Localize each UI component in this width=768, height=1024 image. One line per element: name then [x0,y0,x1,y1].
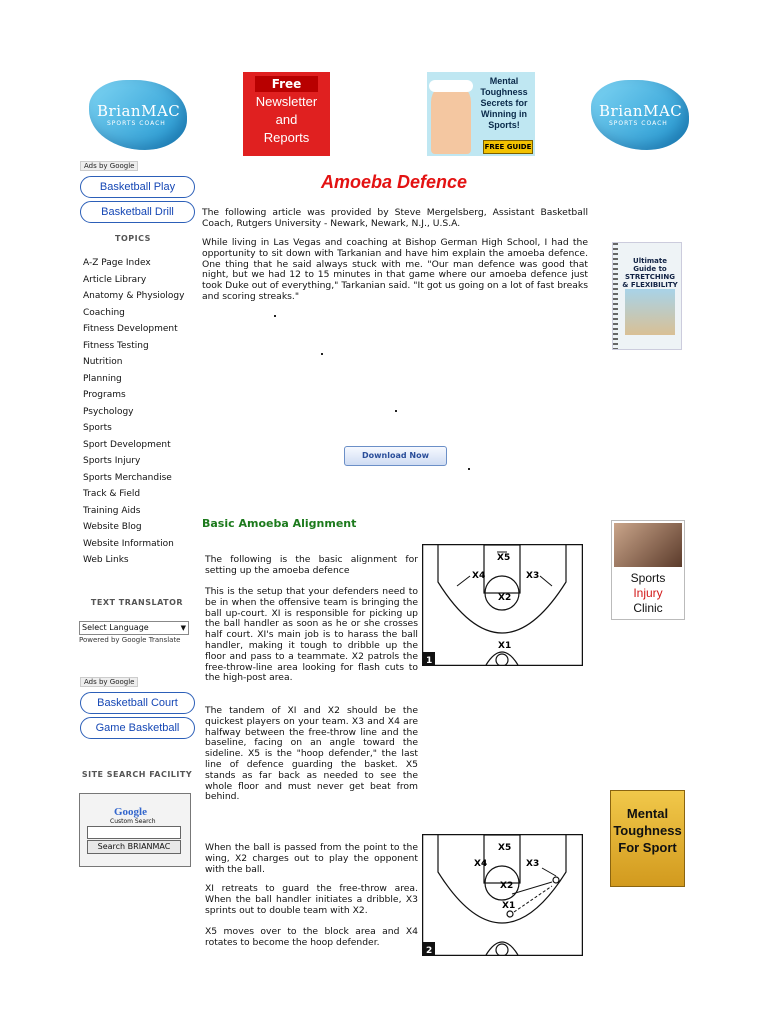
topic-link[interactable]: Fitness Development [83,324,178,334]
free-label: Free [255,76,318,92]
athlete-image [431,82,471,154]
book-cover-image [625,289,675,335]
topics-list [83,255,184,569]
google-logo: Google [114,806,147,818]
page-title: Amoeba Defence [320,172,468,192]
stretching-book-ad[interactable]: Ultimate Guide to STRETCHING & FLEXIBILITY [612,242,682,350]
topic-link[interactable]: Website Information [83,538,174,549]
topic-link[interactable]: Sports [83,423,112,433]
topic-link[interactable]: Planning [83,373,122,384]
label-x2: X2 [498,593,512,603]
chevron-down-icon: ▼ [180,624,186,632]
label-x1: X1 [502,901,516,911]
rotation-paragraph-2: XI retreats to guard the free-throw area. When the ball handler initiates a dribble, X3 sprints out to double team with X2. [205,883,418,916]
label-x5: X5 [497,553,511,563]
topic-link[interactable]: Sports Merchandise [83,472,172,483]
court-diagram-1 [422,544,583,666]
label-x3: X3 [526,859,540,869]
diagram-number: 2 [426,946,433,956]
site-search-heading: SITE SEARCH FACILITY [81,770,193,779]
free-guide-badge: FREE GUIDE [483,140,533,154]
sports-injury-clinic-ad[interactable]: Sports Injury Clinic [611,520,685,620]
topic-link[interactable]: Track & Field [83,489,141,499]
newsletter-ad[interactable]: Free Newsletter and Reports [243,72,330,156]
article-intro: The following article was provided by Steve Mergelsberg, Assistant Basketball Coach, Rutgers University - Newark, Newark, N.J., U.S.A. [202,207,588,229]
topic-link[interactable]: A-Z Page Index [83,258,151,268]
language-select[interactable]: Select Language ▼ [79,621,189,635]
ad-link-basketball-court[interactable]: Basketball Court [80,692,195,714]
ads-by-google-label-2[interactable]: Ads by Google [80,677,138,687]
search-input[interactable] [87,826,181,839]
google-search-box: Google Custom Search Search BRIANMAC [79,793,191,867]
powered-by-google-translate[interactable]: Powered by Google Translate [79,636,181,644]
brianmac-logo-right[interactable]: BrianMAC SPORTS COACH [585,78,693,152]
label-x5: X5 [498,843,512,853]
ad-link-basketball-drill[interactable]: Basketball Drill [80,201,195,223]
topic-link[interactable]: Anatomy & Physiology [83,291,185,301]
rotation-paragraph-1: When the ball is passed from the point to the wing, X2 charges out to play the opponent with the ball. [205,842,418,875]
label-x2: X2 [500,881,514,891]
ad-link-basketball-play[interactable]: Basketball Play [80,176,195,198]
massage-image [614,523,682,567]
label-x4: X4 [472,571,486,581]
mental-toughness-ad[interactable]: Mental Toughness Secrets for Winning in Sports! FREE GUIDE [427,72,535,156]
translator-heading: TEXT TRANSLATOR [90,598,184,607]
label-x3: X3 [526,571,540,581]
topic-link[interactable]: Website Blog [83,522,142,532]
ad-link-game-basketball[interactable]: Game Basketball [80,717,195,739]
rotation-paragraph-3: X5 moves over to the block area and X4 rotates to become the hoop defender. [205,926,418,948]
topic-link[interactable]: Article Library [83,274,147,285]
article-paragraph: While living in Las Vegas and coaching at Bishop German High School, I had the opportunity to sit down with Tarkanian and have him explain the amoeba defence. One thing that he said always stuck with me. "Our man defence was good that night, but we had 12 to 15 minutes in that game where our amoeba defence just took Duke out of everything," Tarkanian said. "It got us going on a lot of fast breaks and scoring streaks." [202,237,588,302]
topic-link[interactable]: Fitness Testing [83,340,149,351]
topics-heading: TOPICS [115,234,151,243]
label-x1: X1 [498,641,512,651]
topic-link[interactable]: Psychology [83,406,134,417]
ads-by-google-label[interactable]: Ads by Google [80,161,138,171]
topic-link[interactable]: Coaching [83,307,125,318]
search-button[interactable]: Search BRIANMAC [87,840,181,854]
topic-link[interactable]: Sport Development [83,439,171,450]
alignment-paragraph-2: This is the setup that your defenders need to be in when the offensive team is bringing the ball up-court. XI is responsible for picking up the ball handler as soon as he or she crosses half court. XI's main job is to harass the ball handler, making it tough to dribble up the floor and pass to a teammate. X2 patrols the free-throw-line area looking for flash cuts to the high-post area. [205,586,418,684]
alignment-paragraph-3: The tandem of XI and X2 should be the quickest players on your team. X3 and X4 are halfway between the free-throw line and the baseline, facing on an angle toward the sideline. X5 is the "hoop defender," the last line of defence guarding the basket. X5 stands as far back as needed to see the whole floor and must never get beat from behind. [205,705,418,803]
mental-toughness-book-ad[interactable]: Mental Toughness For Sport [610,790,685,887]
topic-link[interactable]: Web Links [83,555,129,565]
download-now-button[interactable]: Download Now [344,446,447,466]
section-heading: Basic Amoeba Alignment [202,517,357,530]
label-x4: X4 [474,859,488,869]
brianmac-logo-left[interactable]: BrianMAC SPORTS COACH [83,78,191,152]
alignment-paragraph-1: The following is the basic alignment for setting up the amoeba defence [205,554,418,576]
court-diagram-2 [422,834,583,956]
diagram-number: 1 [426,656,433,666]
topic-link[interactable]: Training Aids [83,505,141,516]
topic-link[interactable]: Programs [83,390,126,400]
topic-link[interactable]: Nutrition [83,357,123,367]
topic-link[interactable]: Sports Injury [83,456,141,466]
